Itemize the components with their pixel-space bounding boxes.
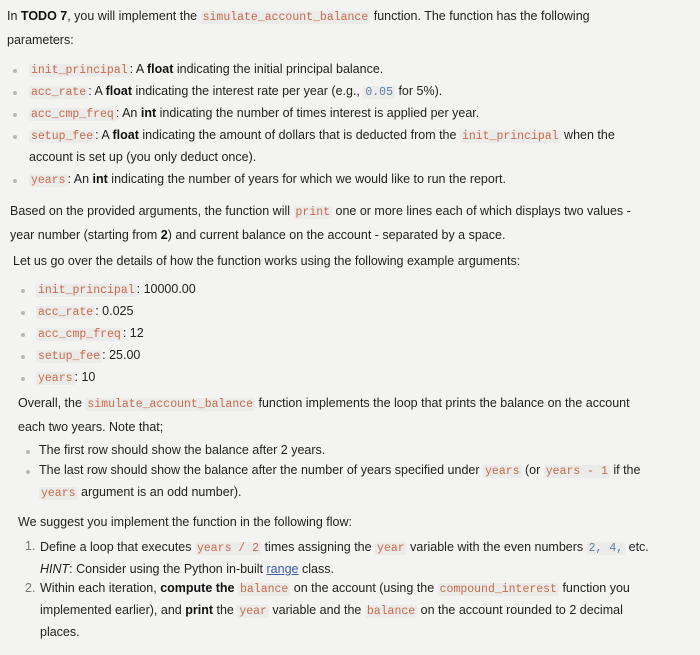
param-code: acc_cmp_freq	[31, 108, 114, 121]
bullet	[21, 333, 25, 337]
function-name-code: simulate_account_balance	[87, 398, 254, 411]
example-intro: Let us go over the details of how the function works using the following example arguments:	[13, 254, 521, 268]
param-code: years - 1	[545, 465, 608, 478]
param-code: years	[38, 372, 73, 385]
text: parameters:	[7, 33, 74, 47]
param-code: years	[485, 465, 520, 478]
param-item: acc_cmp_freq : An int indicating the number of times interest is applied per year.	[31, 106, 480, 121]
step-number: 2.	[25, 581, 36, 595]
bullet	[21, 311, 25, 315]
bullet	[21, 289, 25, 293]
example-value-code: 2, 4,	[588, 542, 624, 555]
step-item: Within each iteration, compute the balance on the account (using the compound_interest function you implemented earlier), and print the year variable and the balance on the account rounded to 2 decimal places.	[40, 581, 630, 639]
suggest-text: We suggest you implement the function in the following flow:	[18, 515, 352, 529]
print-code: print	[295, 206, 331, 219]
text: In	[7, 9, 21, 23]
example-item: years : 10	[38, 370, 96, 385]
param-code: acc_rate	[31, 86, 87, 99]
overall-paragraph: Overall, the simulate_account_balance function implements the loop that prints the balance on the account each two years. Note that;	[18, 396, 630, 434]
param-item: setup_fee : A float indicating the amount of dollars that is deducted from the init_principal when the account is set up (you only deduct once).	[29, 128, 615, 164]
step-number: 1.	[25, 539, 36, 553]
param-item: years : An int indicating the number of years for which we would like to run the report.	[31, 172, 506, 187]
example-item: acc_rate : 0.025	[38, 304, 134, 319]
bullet	[13, 69, 17, 73]
param-code: init_principal	[38, 284, 135, 297]
example-value-code: 0.05	[365, 86, 393, 99]
based-paragraph: Based on the provided arguments, the function will print one or more lines each of which displays two values - year number (starting from 2) and current balance on the account - separated by a space.	[10, 204, 631, 242]
param-code: init_principal	[31, 64, 128, 77]
todo-label: TODO 7	[20, 9, 68, 23]
param-code: setup_fee	[31, 130, 94, 143]
bullet	[13, 113, 17, 117]
param-code: balance	[366, 605, 416, 618]
param-code: year	[377, 542, 405, 555]
example-item: init_principal : 10000.00	[38, 282, 196, 297]
bullet	[21, 377, 25, 381]
bullet	[13, 179, 17, 183]
bullet	[21, 355, 25, 359]
step-item: Define a loop that executes years / 2 times assigning the year variable with the even numbers 2, 4, etc. HINT: Consider using the Python in-built range class.	[40, 540, 649, 576]
note-item: The first row should show the balance after 2 years.	[39, 443, 326, 457]
note-item: The last row should show the balance after the number of years specified under years (or years - 1 if the years argument is an odd number).	[39, 463, 641, 500]
param-code: years	[41, 487, 76, 500]
param-item: acc_rate : A float indicating the interest rate per year (e.g., 0.05 for 5%).	[31, 84, 443, 99]
param-code: setup_fee	[38, 350, 101, 363]
param-code: acc_rate	[38, 306, 94, 319]
text: function. The function has the following	[370, 9, 590, 23]
range-link[interactable]: range	[266, 562, 299, 576]
param-code: balance	[240, 583, 289, 596]
bullet	[13, 135, 17, 139]
bullet	[26, 470, 30, 474]
param-code: year	[239, 605, 267, 618]
bullet	[26, 450, 30, 454]
param-code: years / 2	[196, 542, 260, 555]
example-item: acc_cmp_freq : 12	[38, 326, 144, 341]
param-code: compound_interest	[439, 583, 557, 596]
example-item: setup_fee : 25.00	[38, 348, 141, 363]
bullet	[13, 91, 17, 95]
function-name-code: simulate_account_balance	[202, 11, 369, 24]
text: , you will implement the	[67, 9, 201, 23]
param-item: init_principal : A float indicating the initial principal balance.	[31, 62, 384, 77]
param-code: acc_cmp_freq	[38, 328, 121, 341]
param-code: years	[31, 174, 66, 187]
intro-paragraph	[7, 5, 687, 51]
param-code: init_principal	[461, 130, 559, 143]
